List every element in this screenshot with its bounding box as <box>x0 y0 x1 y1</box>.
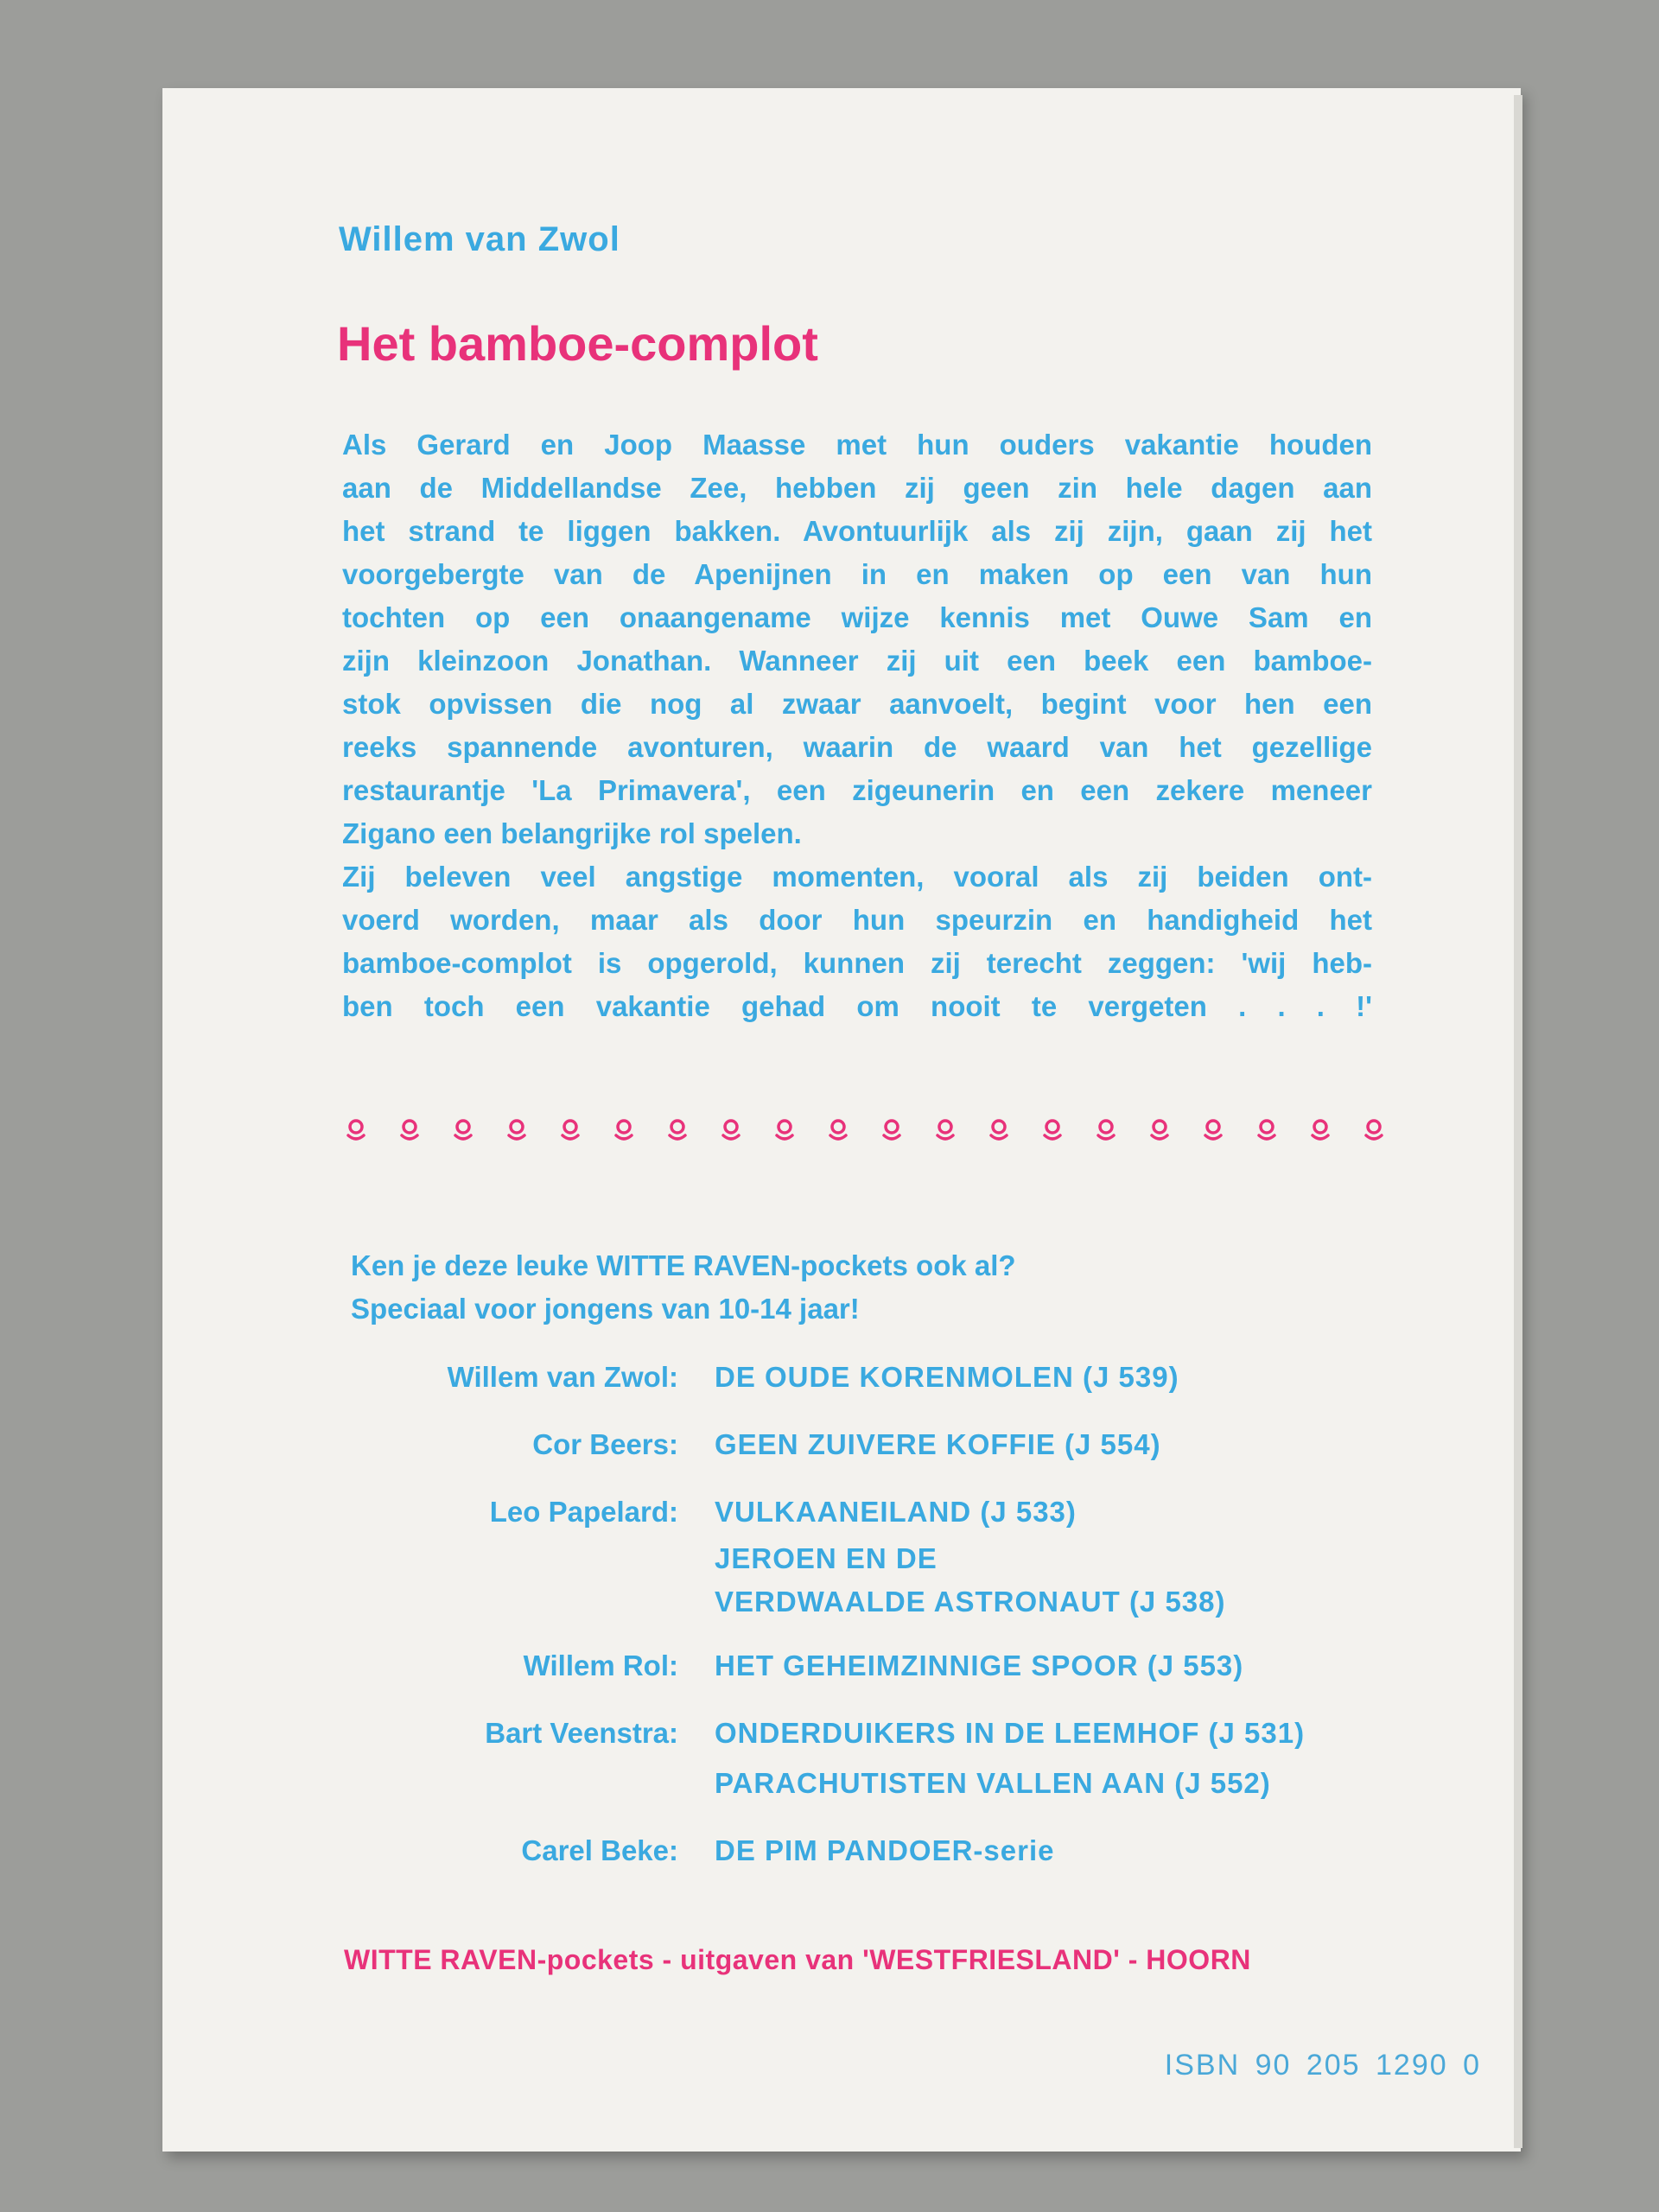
ornament-icon <box>1310 1116 1331 1142</box>
book-entry-title: VULKAANEILAND (J 533) <box>715 1496 1077 1528</box>
book-entry-titles <box>678 1641 1243 1691</box>
publisher-line: WITTE RAVEN-pockets - uitgaven van 'WESTFRIESLAND' - HOORN <box>344 1944 1251 1975</box>
book-entry <box>346 1487 1382 1624</box>
book-entry-title: HET GEHEIMZINNIGE SPOOR (J 553) <box>715 1649 1244 1681</box>
book-entry <box>346 1420 1382 1470</box>
series-intro-line: Speciaal voor jongens van 10-14 jaar! <box>351 1293 860 1325</box>
book-entry-title: JEROEN EN DE <box>715 1542 938 1574</box>
blurb-line: voerd worden, maar als door hun speurzin en handigheid het <box>342 904 1372 936</box>
book-entry-title: DE PIM PANDOER-serie <box>715 1834 1055 1866</box>
ornament-icon <box>774 1116 795 1142</box>
ornament-icon <box>1096 1116 1116 1142</box>
book-entry-titles <box>678 1352 1179 1402</box>
book-entry-titles <box>678 1708 1305 1808</box>
ornament-icon <box>828 1116 849 1142</box>
ornament-icon <box>1203 1116 1224 1142</box>
book-entry-author: Leo Papelard: <box>489 1496 678 1528</box>
ornament-icon <box>721 1116 741 1142</box>
ornament-icon <box>881 1116 902 1142</box>
blurb-line: restaurantje 'La Primavera', een zigeunerin en een zekere meneer <box>342 774 1372 806</box>
book-author: Willem van Zwol <box>339 220 620 258</box>
blurb-line: Zigano een belangrijke rol spelen. <box>342 817 802 849</box>
book-entry-author: Carel Beke: <box>521 1834 678 1866</box>
ornament-icon <box>667 1116 688 1142</box>
series-intro-line: Ken je deze leuke WITTE RAVEN-pockets ook al? <box>351 1249 1016 1281</box>
ornament-icon <box>1149 1116 1170 1142</box>
ornament-icon <box>935 1116 956 1142</box>
book-entry-titles <box>678 1420 1161 1470</box>
book-entry-titles <box>678 1487 1226 1624</box>
blurb-line: stok opvissen die nog al zwaar aanvoelt, begint voor hen een <box>342 688 1372 720</box>
book-entry-author: Bart Veenstra: <box>485 1717 678 1749</box>
ornament-icon <box>399 1116 420 1142</box>
book-entry-title: GEEN ZUIVERE KOFFIE (J 554) <box>715 1428 1161 1460</box>
ornament-icon <box>346 1116 366 1142</box>
ornament-icon <box>1256 1116 1277 1142</box>
book-list <box>346 1352 1382 1893</box>
book-entry-title: VERDWAALDE ASTRONAUT (J 538) <box>715 1586 1226 1618</box>
book-entry <box>346 1641 1382 1691</box>
blurb-line: het strand te liggen bakken. Avontuurlijk als zij zijn, gaan zij het <box>342 515 1372 547</box>
ornament-icon <box>1363 1116 1384 1142</box>
book-entry-titles <box>678 1826 1054 1876</box>
book-entry-title: PARACHUTISTEN VALLEN AAN (J 552) <box>715 1767 1271 1799</box>
blurb <box>342 423 1372 1028</box>
blurb-line: bamboe-complot is opgerold, kunnen zij terecht zeggen: 'wij heb- <box>342 947 1372 979</box>
book-page-edge <box>1514 95 1522 2148</box>
blurb-line: Als Gerard en Joop Maasse met hun ouders vakantie houden <box>342 429 1372 461</box>
ornament-icon <box>560 1116 581 1142</box>
book-entry-title: DE OUDE KORENMOLEN (J 539) <box>715 1361 1179 1393</box>
ornament-divider <box>346 1116 1384 1151</box>
book-entry <box>346 1352 1382 1402</box>
ornament-icon <box>1042 1116 1063 1142</box>
blurb-line: reeks spannende avonturen, waarin de waard van het gezellige <box>342 731 1372 763</box>
book-title: Het bamboe-complot <box>337 316 818 371</box>
ornament-icon <box>453 1116 474 1142</box>
blurb-line: voorgebergte van de Apenijnen in en maken op een van hun <box>342 558 1372 590</box>
blurb-line: tochten op een onaangename wijze kennis met Ouwe Sam en <box>342 601 1372 633</box>
book-entry-author: Cor Beers: <box>532 1428 678 1460</box>
isbn-number: ISBN 90 205 1290 0 <box>1164 2049 1481 2082</box>
blurb-line: aan de Middellandse Zee, hebben zij geen zin hele dagen aan <box>342 472 1372 504</box>
book-entry <box>346 1826 1382 1876</box>
blurb-line: zijn kleinzoon Jonathan. Wanneer zij uit een beek een bamboe- <box>342 645 1372 677</box>
book-entry-title: ONDERDUIKERS IN DE LEEMHOF (J 531) <box>715 1717 1306 1749</box>
book-entry-author: Willem van Zwol: <box>447 1361 678 1393</box>
series-intro <box>351 1244 1016 1331</box>
book-entry-author: Willem Rol: <box>523 1649 678 1681</box>
blurb-line: Zij beleven veel angstige momenten, vooral als zij beiden ont- <box>342 861 1372 893</box>
blurb-line: ben toch een vakantie gehad om nooit te vergeten . . . !' <box>342 990 1372 1022</box>
ornament-icon <box>613 1116 634 1142</box>
book-entry <box>346 1708 1382 1808</box>
ornament-icon <box>988 1116 1009 1142</box>
ornament-icon <box>506 1116 527 1142</box>
